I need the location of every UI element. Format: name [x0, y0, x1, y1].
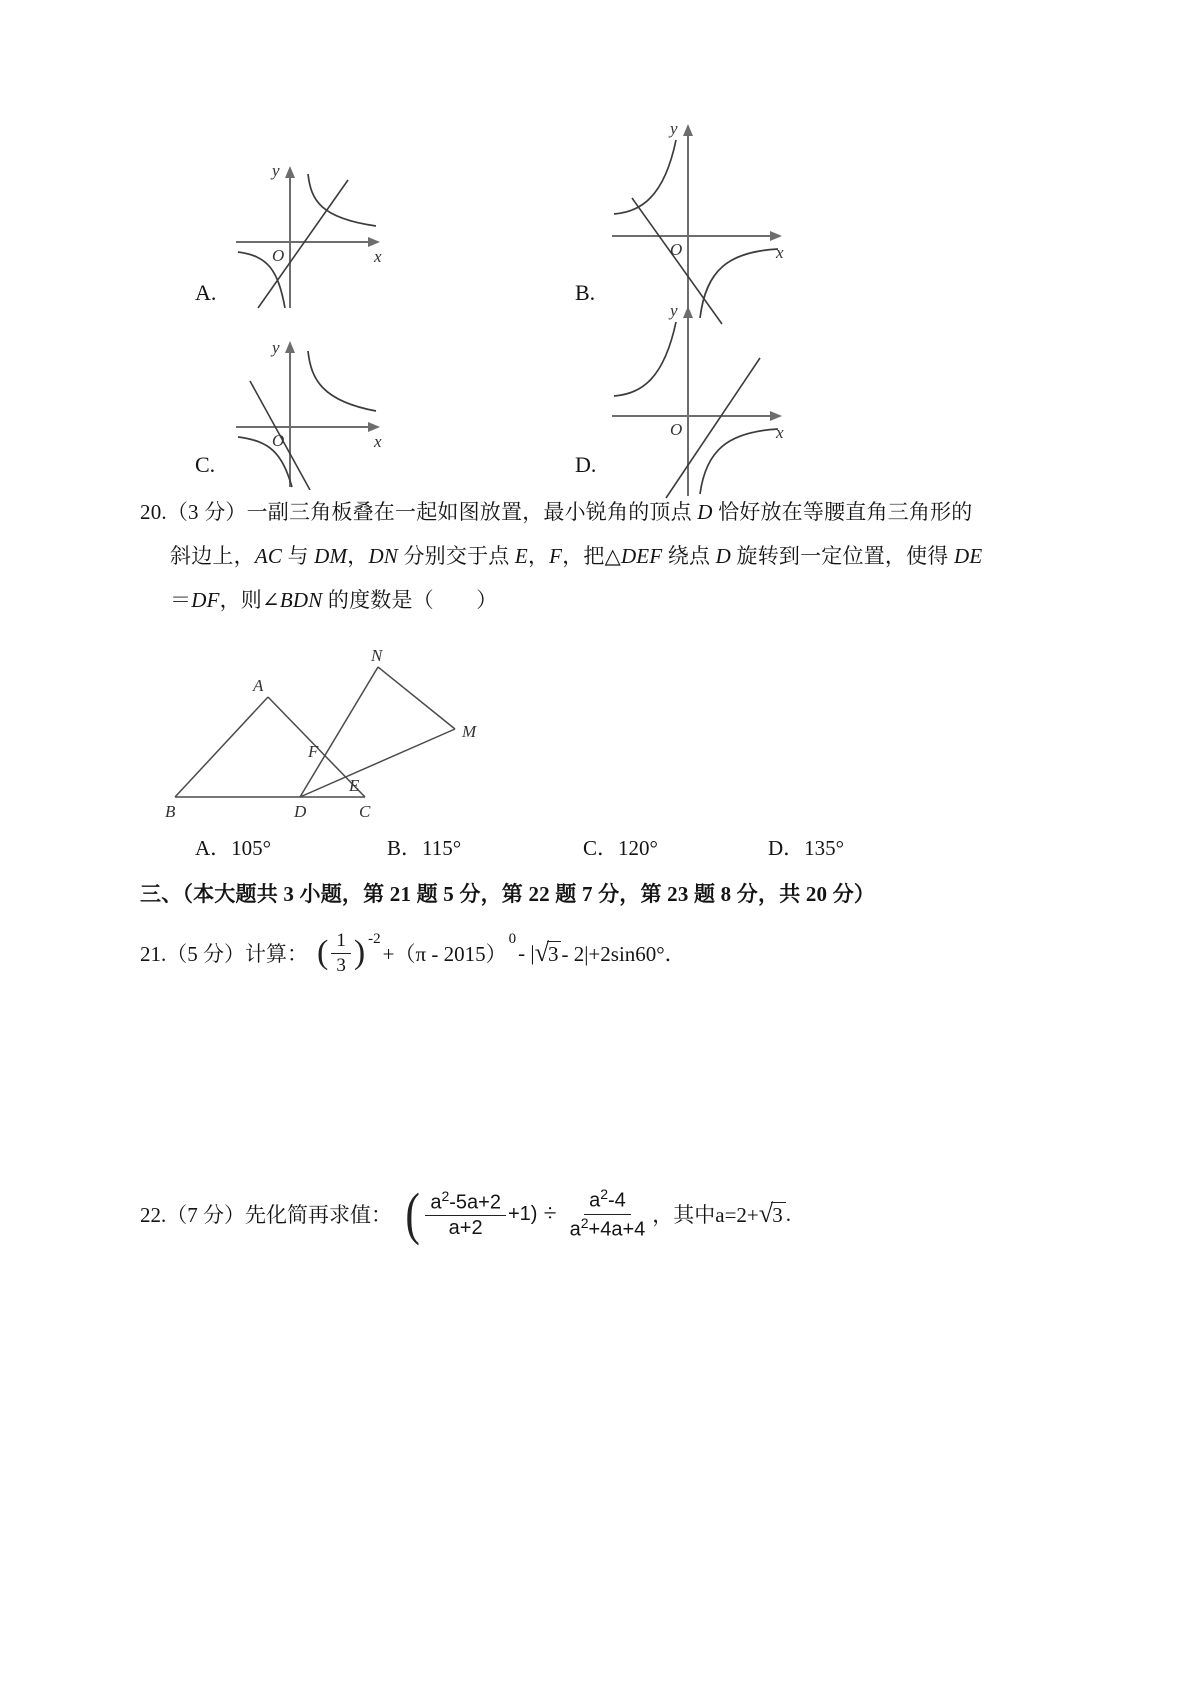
- y-axis-label: y: [272, 161, 280, 180]
- point-label-B: B: [165, 802, 176, 821]
- q21-row: [140, 924, 686, 982]
- origin-label: O: [272, 246, 285, 265]
- graph-option-d: [600, 300, 800, 505]
- q22-mid1: +1): [507, 1202, 538, 1225]
- left-paren: (: [317, 934, 329, 971]
- radicand: 3: [547, 941, 562, 966]
- q22-prefix: 22.（7 分）先化简再求值：: [140, 1203, 392, 1227]
- hyperbola-branch-q1: [308, 174, 376, 226]
- fraction-denominator: a+2: [448, 1216, 483, 1239]
- q20-text-line2: 斜边上，AC 与 DM，DN 分别交于点 E，F，把△DEF 绕点 D 旋转到一定位置，使得 DE: [170, 544, 983, 568]
- q22-fraction-2: [565, 1187, 651, 1240]
- y-axis-arrow-icon: [285, 166, 295, 178]
- origin-label: O: [670, 240, 683, 259]
- faint-watermark: [178, 749, 182, 761]
- q20-choice-d: [768, 832, 844, 862]
- q20-choice-c: [583, 832, 658, 862]
- choice-value: 135°: [804, 836, 845, 860]
- fraction-denominator: $a^2+4a+4$: [569, 1214, 646, 1241]
- origin-label: O: [670, 420, 683, 439]
- division-sign: ÷: [543, 1200, 557, 1227]
- q22-tail2: .: [785, 1201, 791, 1226]
- q20-text-line1: 20.（3 分）一副三角板叠在一起如图放置，最小锐角的顶点 D 恰好放在等腰直角三角形的: [140, 500, 973, 524]
- y-axis-label: y: [670, 119, 678, 138]
- point-label-M: M: [462, 722, 477, 741]
- fraction-numerator: 1: [331, 930, 351, 953]
- hyperbola-branch-q2: [614, 140, 676, 214]
- option-d-label: D.: [575, 452, 597, 477]
- q22-fraction-1: [425, 1189, 506, 1239]
- choice-key: C．: [583, 836, 619, 860]
- fraction-numerator: $a^2-5a+2$: [425, 1189, 506, 1216]
- y-axis-arrow-icon: [683, 306, 693, 318]
- q22-row: [140, 1160, 791, 1268]
- choice-value: 105°: [231, 836, 272, 860]
- y-axis-label: y: [670, 301, 678, 320]
- origin-label: O: [272, 431, 285, 450]
- graph-a-plot: [228, 160, 398, 310]
- y-axis-arrow-icon: [285, 341, 295, 353]
- q21-prefix: 21.（5 分）计算：: [140, 942, 308, 966]
- point-label-N: N: [371, 646, 383, 665]
- radicand: 3: [771, 1202, 786, 1227]
- option-a-label: A.: [195, 280, 217, 305]
- radical-sign-icon: √: [534, 938, 549, 967]
- q21-exponent-1: -2: [368, 930, 381, 947]
- line-positive-slope: [258, 180, 348, 308]
- point-label-A: A: [253, 676, 264, 695]
- hyperbola-branch-q4: [700, 429, 778, 494]
- hyperbola-branch-q2: [614, 322, 676, 396]
- x-axis-label: x: [374, 432, 382, 451]
- q20-choice-a: [195, 832, 271, 862]
- y-axis-label: y: [272, 338, 280, 357]
- q22-radical: [759, 1199, 786, 1229]
- q21-mid2: - |: [518, 940, 535, 965]
- radical-sign-icon: √: [758, 1199, 774, 1228]
- point-label-E: E: [349, 776, 360, 795]
- graph-d-plot: [600, 300, 800, 500]
- fraction-numerator: $a^2-4$: [584, 1187, 631, 1214]
- q21-radical: [535, 938, 562, 968]
- x-axis-label: x: [776, 243, 784, 262]
- right-paren: ): [353, 934, 366, 971]
- option-b-label: B.: [575, 280, 596, 305]
- choice-key: D．: [768, 836, 805, 860]
- fraction-denominator: 3: [336, 954, 346, 976]
- q21-mid3: - 2|+2sin60°．: [561, 942, 686, 966]
- choice-key: B．: [387, 836, 423, 860]
- x-axis-arrow-icon: [368, 422, 380, 432]
- x-axis-label: x: [374, 247, 382, 266]
- graph-option-a: [228, 160, 398, 315]
- q20-triangle-figure: [150, 645, 490, 823]
- x-axis-arrow-icon: [770, 411, 782, 421]
- q22-tail1: ，其中a=2+: [652, 1203, 759, 1227]
- x-axis-arrow-icon: [770, 231, 782, 241]
- point-label-D: D: [294, 802, 307, 821]
- point-label-C: C: [359, 802, 371, 821]
- x-axis-arrow-icon: [368, 237, 380, 247]
- choice-value: 120°: [618, 836, 658, 860]
- segment-NM: [378, 667, 455, 729]
- graph-c-plot: [228, 335, 398, 490]
- q20-text-line3: ＝DF，则∠BDN 的度数是（ ）: [170, 588, 498, 612]
- q21-mid1: +（π - 2015）: [382, 942, 507, 966]
- section-3-header: 三、（本大题共 3 小题，第 21 题 5 分，第 22 题 7 分，第 23 题 8 分，共 20 分）: [140, 882, 876, 906]
- graph-option-b: [600, 118, 800, 330]
- q21-exponent-2: 0: [508, 930, 517, 947]
- option-c-label: C.: [195, 452, 216, 477]
- q21-fraction: [331, 930, 351, 976]
- segment-BA: [175, 697, 268, 797]
- left-paren: (: [405, 1181, 420, 1246]
- segment-DN: [300, 667, 378, 797]
- graph-b-plot: [600, 118, 800, 325]
- choice-value: 115°: [422, 836, 462, 860]
- hyperbola-branch-q1: [308, 351, 376, 411]
- choice-key: A．: [195, 836, 232, 860]
- y-axis-arrow-icon: [683, 124, 693, 136]
- graph-option-c: [228, 335, 398, 495]
- q20-figure: [150, 645, 490, 828]
- q20-choice-b: [387, 832, 461, 862]
- segment-DM: [300, 729, 455, 797]
- x-axis-label: x: [776, 423, 784, 442]
- point-label-F: F: [308, 742, 319, 761]
